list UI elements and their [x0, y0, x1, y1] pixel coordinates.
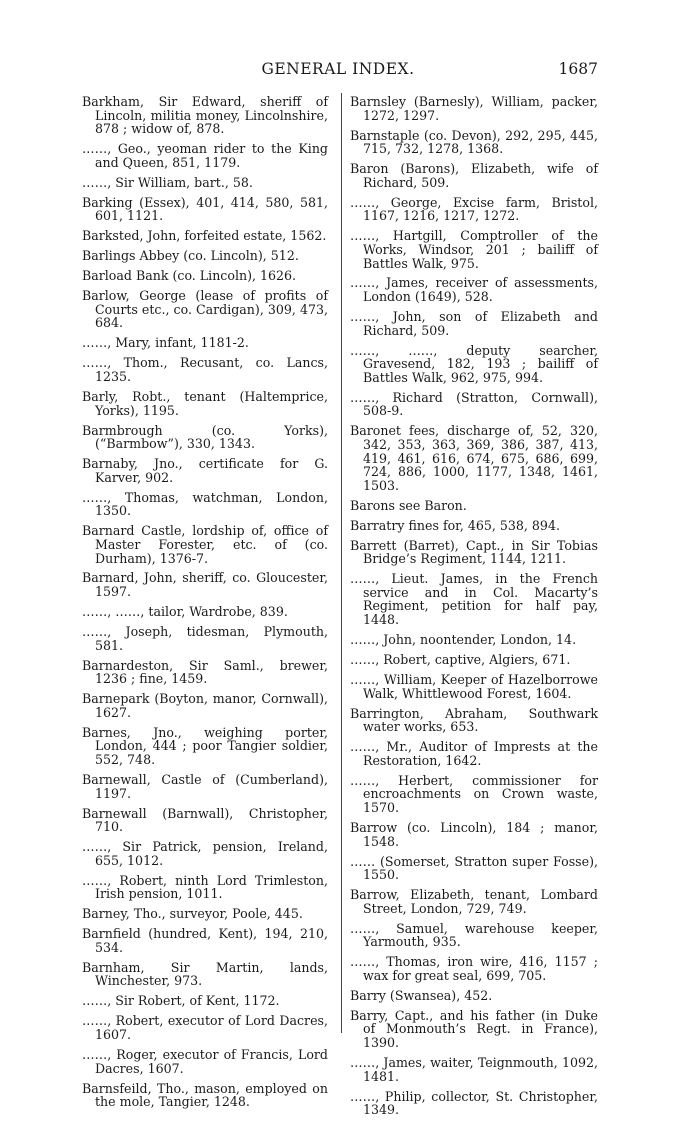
- index-entry: …… (Somerset, Stratton super Fosse), 1550.: [350, 853, 598, 883]
- index-entry: ……, ……, deputy searcher, Gravesend, 182, 193 ; bailiff of Battles Walk, 962, 975, 994.: [350, 342, 598, 385]
- index-entry: ……, Robert, executor of Lord Dacres, 1607.: [82, 1013, 328, 1042]
- index-entry: Barry, Capt., and his father (in Duke of Monmouth’s Regt. in France), 1390.: [350, 1007, 598, 1050]
- index-entry: Barnaby, Jno., certificate for G. Karver, 902.: [82, 456, 328, 485]
- index-entry: Barnardeston, Sir Saml., brewer, 1236 ; fine, 1459.: [82, 657, 328, 687]
- index-entry: Barnewall (Barnwall), Christopher, 710.: [82, 805, 328, 835]
- index-entry: Barnsley (Barnesly), William, packer, 1272, 1297.: [350, 94, 598, 123]
- index-entry: ……, John, noontender, London, 14.: [350, 632, 577, 648]
- index-entry: Barrington, Abraham, Southwark water works, 653.: [350, 705, 598, 735]
- column-divider: [341, 93, 342, 1033]
- index-entry: ……, Thomas, watchman, London, 1350.: [82, 489, 328, 519]
- index-entry: Barload Bank (co. Lincoln), 1626.: [82, 268, 297, 284]
- index-entry: Barney, Tho., surveyor, Poole, 445.: [82, 906, 303, 922]
- index-entry: Barnepark (Boyton, manor, Cornwall), 1627.: [82, 691, 328, 720]
- index-entry: ……, Sir William, bart., 58.: [82, 174, 253, 190]
- index-entry: ……, Herbert, commissioner for encroachments on Crown waste, 1570.: [350, 772, 598, 815]
- index-entry: Barnard, John, sheriff, co. Gloucester, 1597.: [82, 570, 328, 600]
- index-entry: ……, John, son of Elizabeth and Richard, 509.: [350, 309, 598, 338]
- index-entry: Barnard Castle, lordship of, office of Master Forester, etc. of (co. Durham), 1376-7.: [82, 523, 328, 566]
- index-entry: ……, Hartgill, Comptroller of the Works, Windsor, 201 ; bailiff of Battles Walk, 975.: [350, 228, 598, 271]
- index-entry: Barkham, Sir Edward, sheriff of Lincoln, militia money, Lincolnshire, 878 ; widow of, 878.: [82, 94, 328, 137]
- index-entry: ……, Lieut. James, in the French service and in Col. Macarty’s Regiment, petition for half pay, 1448.: [350, 571, 598, 628]
- right-column: [350, 95, 598, 1123]
- index-entry: Barrow (co. Lincoln), 184 ; manor, 1548.: [350, 819, 598, 849]
- index-entry: ……, Roger, executor of Francis, Lord Dacres, 1607.: [82, 1046, 328, 1076]
- index-entry: Barnham, Sir Martin, lands, Winchester, 973.: [82, 959, 328, 989]
- index-entry: Barry (Swansea), 452.: [350, 987, 493, 1003]
- index-entry: ……, Joseph, tidesman, Plymouth, 581.: [82, 624, 328, 653]
- index-entry: Barking (Essex), 401, 414, 580, 581, 601, 1121.: [82, 194, 328, 224]
- index-entry: Baron (Barons), Elizabeth, wife of Richard, 509.: [350, 161, 598, 190]
- index-entry: Barmbrough (co. Yorks), (“Barmbow”), 330, 1343.: [82, 422, 328, 452]
- index-entry: Barnsfeild, Tho., mason, employed on the mole, Tangier, 1248.: [82, 1080, 328, 1110]
- index-entry: ……, Robert, captive, Algiers, 671.: [350, 652, 571, 668]
- index-entry: Barnewall, Castle of (Cumberland), 1197.: [82, 771, 328, 801]
- index-entry: Barratry fines for, 465, 538, 894.: [350, 517, 560, 533]
- index-entry: Barnfield (hundred, Kent), 194, 210, 534.: [82, 926, 328, 955]
- index-entry: ……, Sir Patrick, pension, Ireland, 655, 1012.: [82, 839, 328, 868]
- index-entry: ……, Philip, collector, St. Christopher, 1349.: [350, 1088, 598, 1118]
- index-entry: Barnstaple (co. Devon), 292, 295, 445, 715, 732, 1278, 1368.: [350, 127, 598, 157]
- index-entry: Baronet fees, discharge of, 52, 320, 342, 353, 363, 369, 386, 387, 413, 419, 461, 616, 674, 675, 686, 699, 724, 886, 1000, 1177, 1348, 1461, 1503.: [350, 423, 598, 493]
- index-entry: ……, Geo., yeoman rider to the King and Queen, 851, 1179.: [82, 141, 328, 170]
- index-entry: Barnes, Jno., weighing porter, London, 444 ; poor Tangier soldier, 552, 748.: [82, 724, 328, 767]
- index-entry: Barrow, Elizabeth, tenant, Lombard Street, London, 729, 749.: [350, 887, 598, 916]
- index-entry: Barlow, George (lease of profits of Courts etc., co. Cardigan), 309, 473, 684.: [82, 288, 328, 331]
- left-column: [82, 95, 328, 1115]
- index-entry: ……, Richard (Stratton, Cornwall), 508-9.: [350, 389, 598, 419]
- index-entry: Barrett (Barret), Capt., in Sir Tobias Bridge’s Regiment, 1144, 1211.: [350, 537, 598, 567]
- index-entry: ……, James, waiter, Teignmouth, 1092, 1481.: [350, 1054, 598, 1084]
- index-entry: Barons see Baron.: [350, 497, 467, 513]
- page-number: 1687: [558, 60, 598, 78]
- index-entry: ……, Sir Robert, of Kent, 1172.: [82, 993, 280, 1009]
- index-entry: Barly, Robt., tenant (Haltemprice, Yorks), 1195.: [82, 389, 328, 418]
- index-entry: ……, Mr., Auditor of Imprests at the Restoration, 1642.: [350, 739, 598, 768]
- index-entry: ……, Thom., Recusant, co. Lancs, 1235.: [82, 355, 328, 385]
- index-entry: ……, Robert, ninth Lord Trimleston, Irish pension, 1011.: [82, 872, 328, 902]
- index-entry: Barlings Abbey (co. Lincoln), 512.: [82, 248, 299, 264]
- index-entry: ……, William, Keeper of Hazelborrowe Walk, Whittlewood Forest, 1604.: [350, 672, 598, 701]
- index-entry: ……, Thomas, iron wire, 416, 1157 ; wax for great seal, 699, 705.: [350, 954, 598, 983]
- index-entry: ……, Mary, infant, 1181-2.: [82, 335, 249, 351]
- index-entry: ……, Samuel, warehouse keeper, Yarmouth, 935.: [350, 920, 598, 950]
- index-entry: Barksted, John, forfeited estate, 1562.: [82, 228, 327, 244]
- index-entry: ……, James, receiver of assessments, London (1649), 528.: [350, 275, 598, 305]
- page-title: GENERAL INDEX.: [261, 60, 415, 78]
- index-entry: ……, George, Excise farm, Bristol, 1167, 1216, 1217, 1272.: [350, 194, 598, 224]
- page-header: [78, 60, 598, 84]
- index-entry: ……, ……, tailor, Wardrobe, 839.: [82, 604, 288, 620]
